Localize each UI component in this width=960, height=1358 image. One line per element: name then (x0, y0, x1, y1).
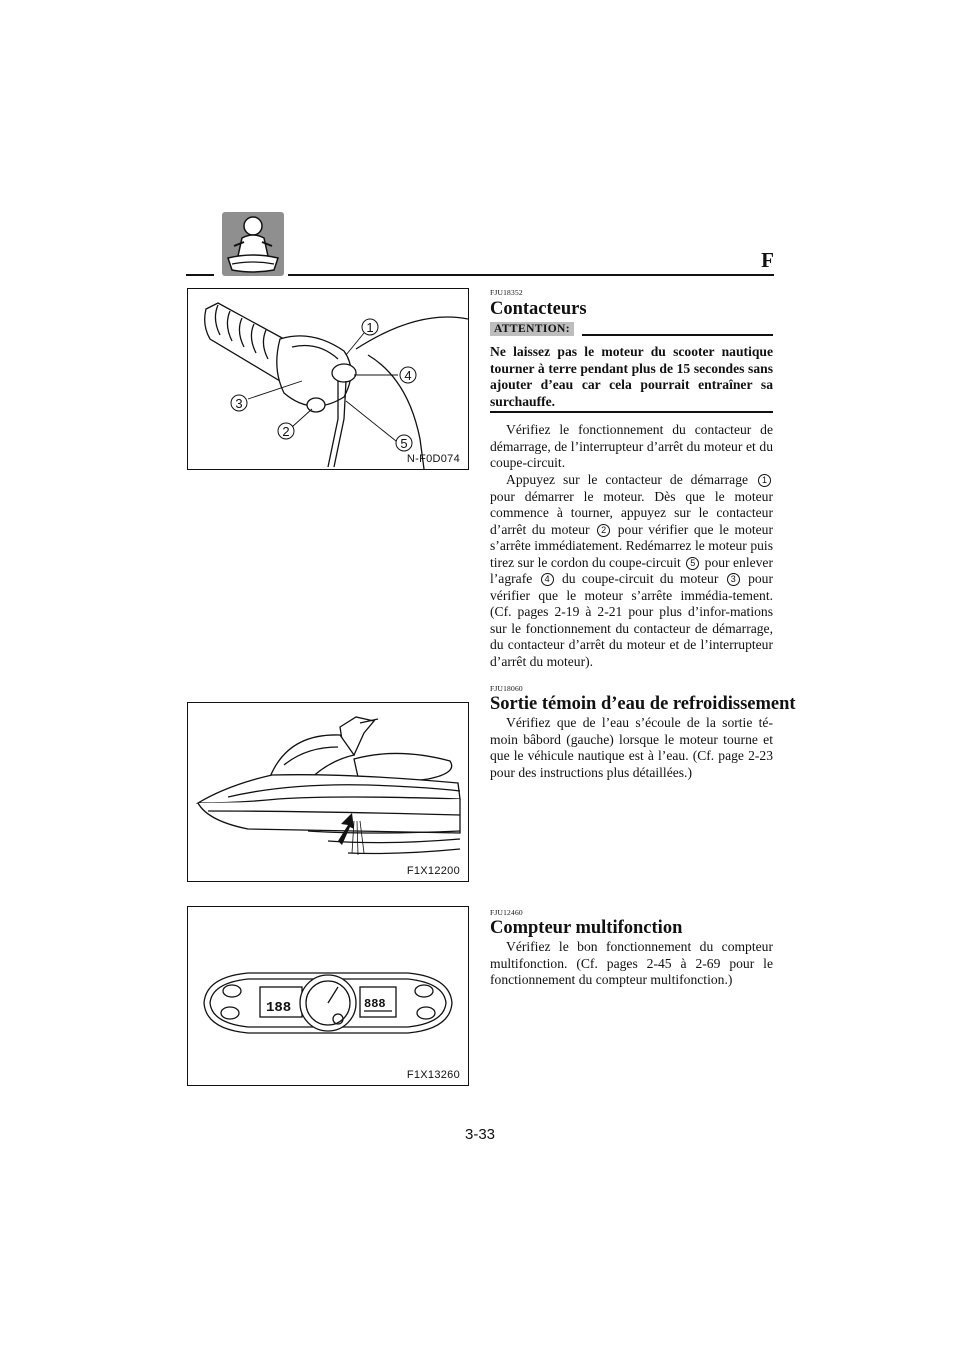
paragraph: Appuyez sur le contacteur de démarrage 1 pour démarrer le moteur. Dès que le moteur commence à tourner, appuyez sur le contacteur d’arrêt du moteur 2 pour vérifier que le moteur s’arrête immédiatement. Redémarrez le moteur puis tirez sur le cordon du coupe-circuit 5 pour enlever l’agrafe 4 du coupe-circuit du moteur 3 pour vérifier que le moteur s’arrête immédia-tement. (Cf. pages 2-19 à 2-21 pour plus d’infor-mations sur le fonctionnement du contacteur de démarrage, du contacteur d’arrêt du moteur et de l’interrupteur d’arrêt du moteur). (490, 472, 774, 669)
aux-digits: 888 (364, 997, 386, 1011)
callout-2 (278, 423, 294, 439)
callout-1 (362, 319, 378, 335)
speed-digits: 188 (266, 1000, 292, 1016)
section-code: FJU12460 (490, 908, 523, 917)
figure-multifunction-meter (187, 906, 469, 1086)
watercraft-rider-icon (222, 212, 284, 276)
ref-number: 4 (541, 573, 554, 586)
svg-text:3: 3 (235, 396, 243, 411)
handlebar-illustration (188, 289, 468, 469)
section-title: Contacteurs (490, 299, 587, 319)
paragraph: Vérifiez que de l’eau s’écoule de la sortie té-moin bâbord (gauche) lorsque le moteur tourne et que le véhicule nautique est à l’eau. (Cf. page 2-23 pour des instructions plus détaillées.) (490, 715, 773, 780)
svg-text:1: 1 (366, 320, 374, 335)
paragraph: Vérifiez le bon fonctionnement du compteur multifonction. (Cf. pages 2-45 à 2-69 pour le fonctionnement du compteur multifonction.) (490, 939, 773, 987)
attention-rule (582, 334, 773, 336)
figure-handlebar-switches (187, 288, 469, 470)
attention-text: Ne laissez pas le moteur du scooter nautique tourner à terre pendant plus de 15 secondes sans ajouter d’eau car cela pourrait entraîner sa surchauffe. (490, 344, 773, 409)
figure-code: N-F0D074 (406, 453, 460, 465)
attention-label: ATTENTION: (490, 322, 574, 336)
ref-number: 2 (597, 524, 610, 537)
ref-number: 3 (727, 573, 740, 586)
meter-illustration (188, 907, 468, 1085)
header-rule (288, 274, 774, 276)
paragraph: Vérifiez le fonctionnement du contacteur de démarrage, de l’interrupteur d’arrêt du moteur et du coupe-circuit. (490, 422, 773, 470)
watercraft-illustration (188, 703, 468, 881)
language-letter: F (761, 248, 774, 272)
section-code: FJU18352 (490, 288, 523, 297)
svg-text:4: 4 (404, 368, 412, 383)
page-number: 3-33 (464, 1126, 496, 1143)
figure-code: F1X12200 (406, 865, 460, 877)
svg-text:5: 5 (400, 436, 408, 451)
attention-end-rule (490, 411, 773, 413)
callout-3 (231, 395, 247, 411)
section-code: FJU18060 (490, 684, 523, 693)
figure-watercraft-side (187, 702, 469, 882)
ref-number: 5 (686, 557, 699, 570)
header-rule (186, 274, 214, 276)
svg-text:2: 2 (282, 424, 290, 439)
callout-5 (396, 435, 412, 451)
section-title: Sortie témoin d’eau de refroidissement (490, 694, 796, 714)
attention-bar (490, 322, 773, 336)
figure-code: F1X13260 (406, 1069, 460, 1081)
section-title: Compteur multifonction (490, 918, 683, 938)
ref-number: 1 (758, 474, 771, 487)
callout-4 (400, 367, 416, 383)
